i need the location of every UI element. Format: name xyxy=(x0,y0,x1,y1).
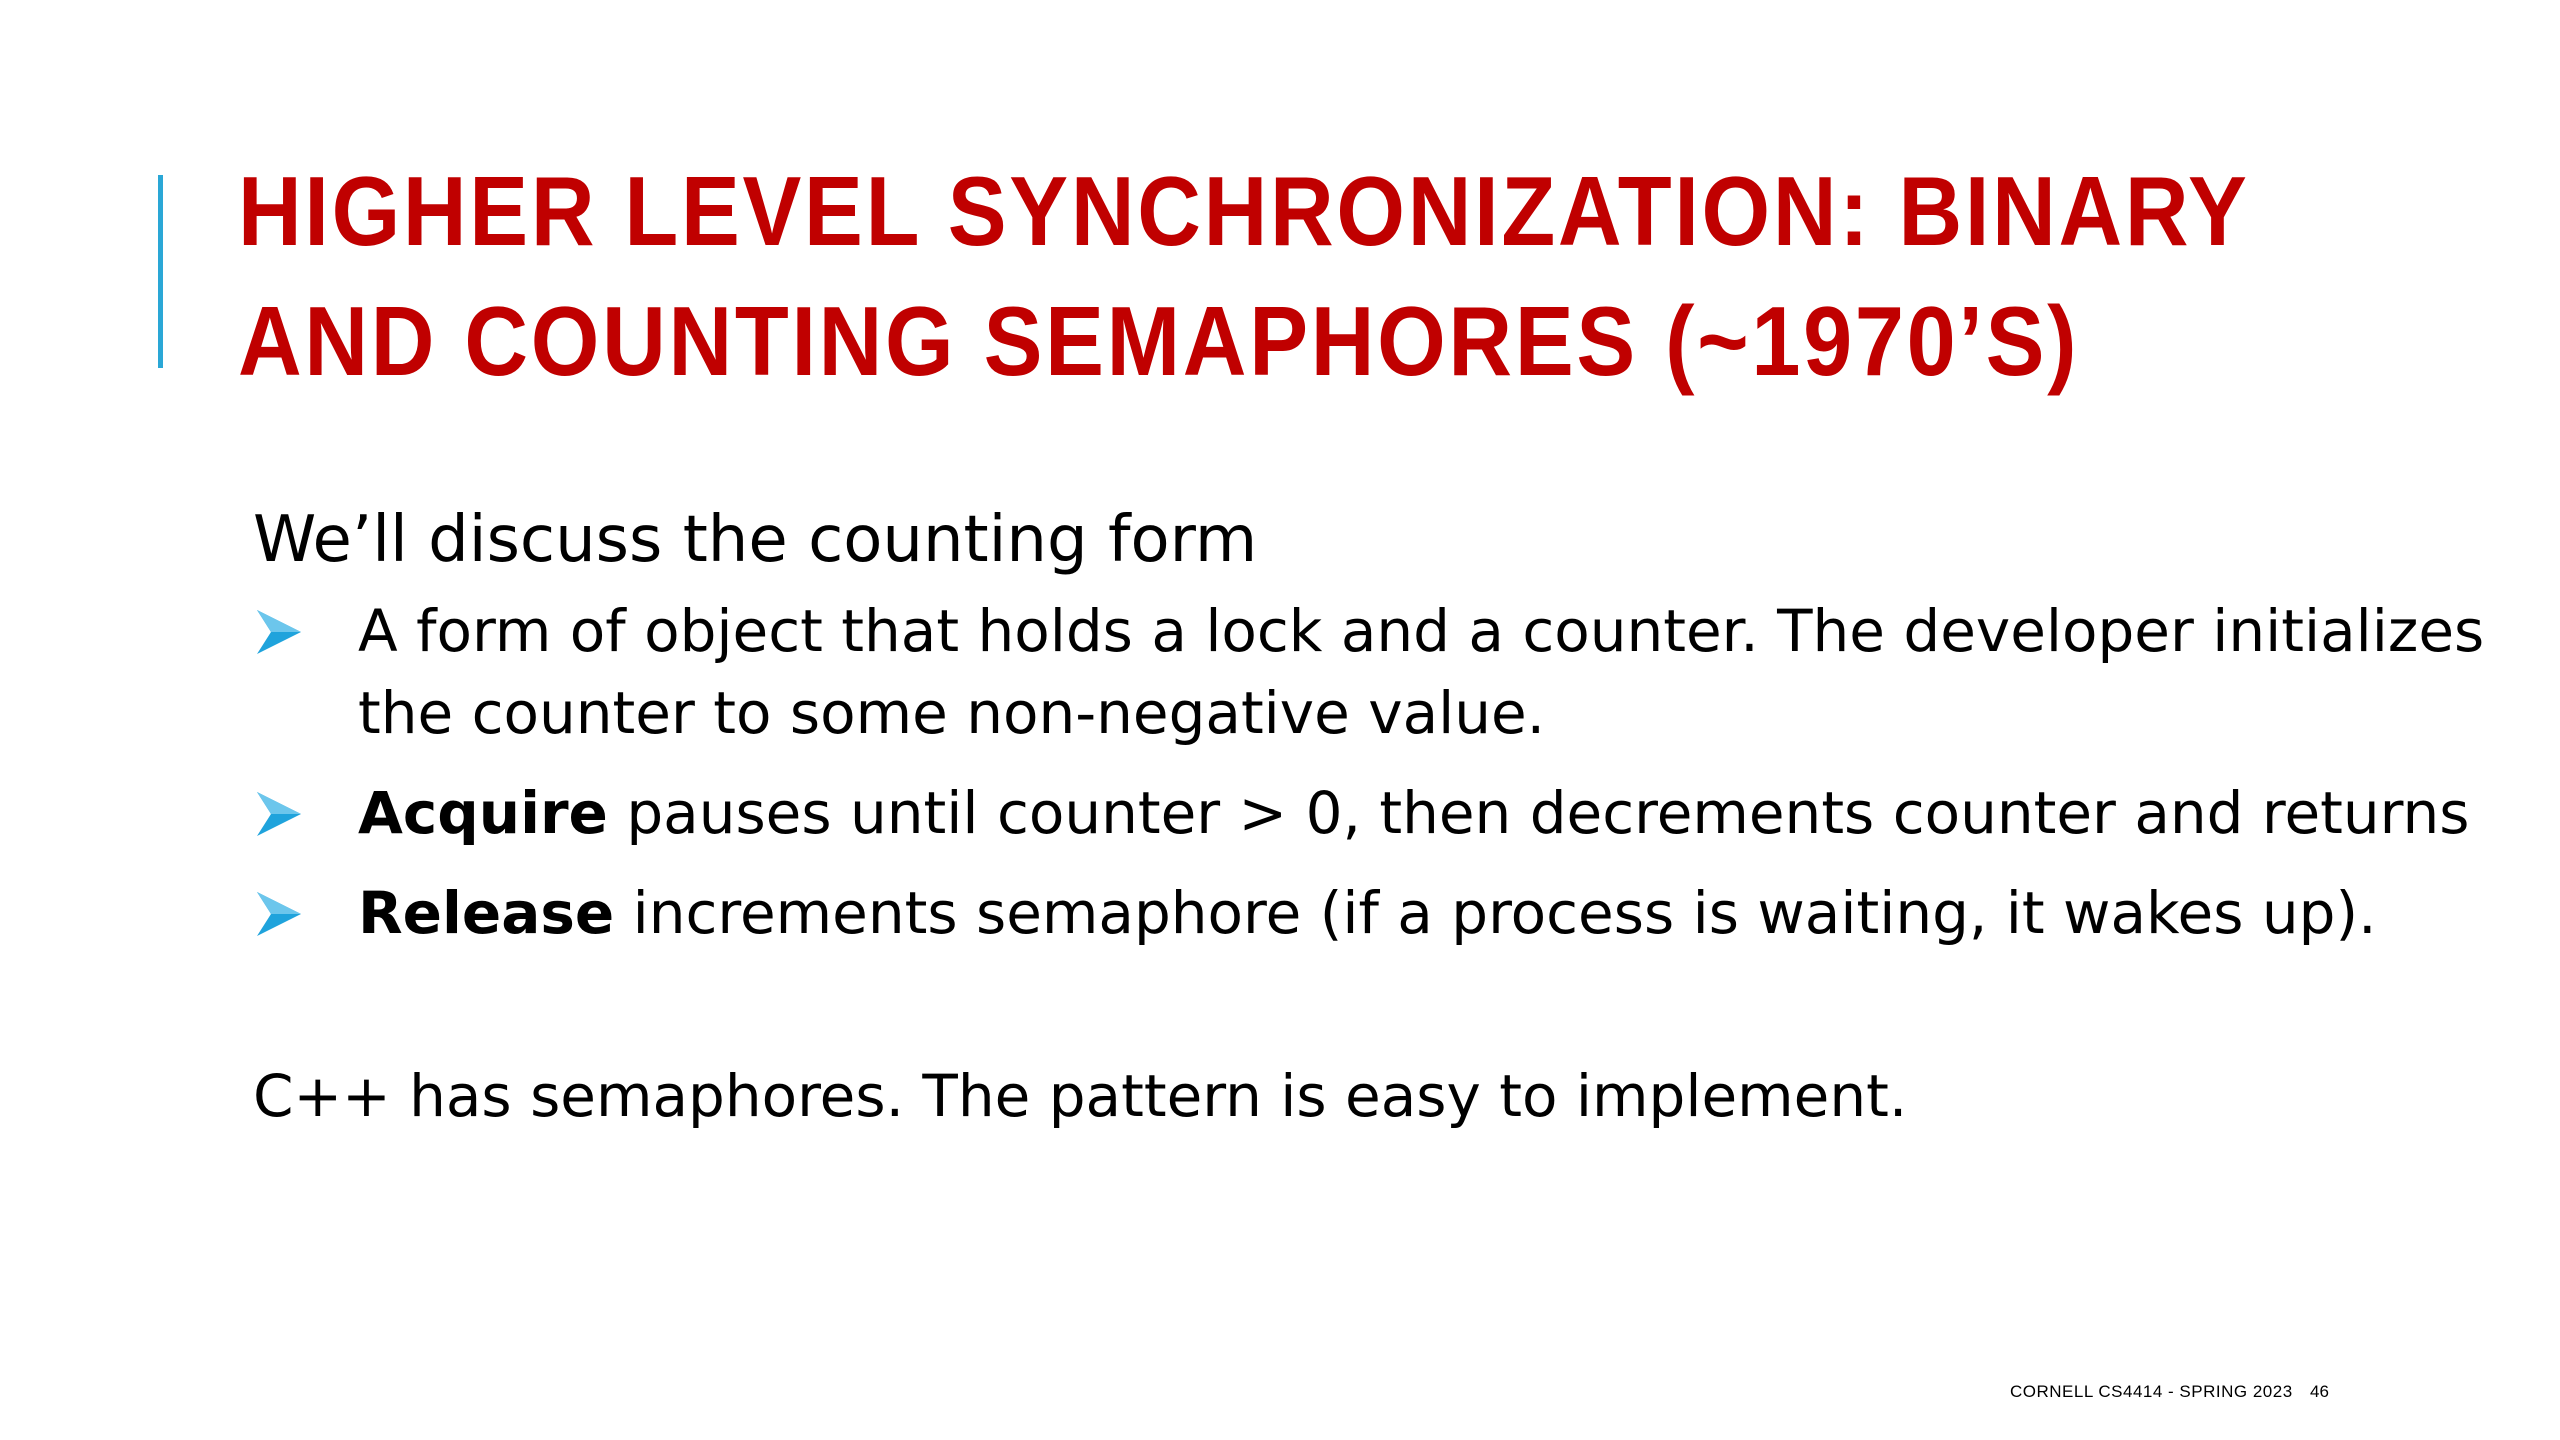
arrowhead-bullet-icon xyxy=(253,888,305,940)
footer-text: CORNELL CS4414 - SPRING 2023 xyxy=(2010,1382,2293,1401)
slide-body xyxy=(253,490,2493,1146)
bullet-text-3: increments semaphore (if a process is waiting, it wakes up). xyxy=(614,879,2377,947)
bullet-term-3: Release xyxy=(358,879,615,947)
slide-title-line-2: AND COUNTING SEMAPHORES (~1970’S) xyxy=(238,286,2080,396)
intro-text: We’ll discuss the counting form xyxy=(253,503,1258,577)
accent-bar xyxy=(158,175,163,368)
slide-title-line-1: HIGHER LEVEL SYNCHRONIZATION: BINARY xyxy=(238,156,2250,266)
bullet-item-3 xyxy=(253,872,2493,954)
page-number: 46 xyxy=(2310,1382,2329,1401)
spacer xyxy=(253,972,2493,1046)
bullet-item-1 xyxy=(253,590,2493,754)
outro-text: C++ has semaphores. The pattern is easy to implement. xyxy=(253,1062,1908,1130)
bullet-list xyxy=(253,590,2493,954)
arrowhead-bullet-icon xyxy=(253,606,305,658)
arrowhead-bullet-icon xyxy=(253,788,305,840)
bullet-text-2: pauses until counter > 0, then decrements counter and returns xyxy=(607,779,2470,847)
bullet-text-1: A form of object that holds a lock and a counter. The developer initializes the counter to some non-negative value. xyxy=(358,597,2485,747)
bullet-item-2 xyxy=(253,772,2493,854)
bullet-term-2: Acquire xyxy=(358,779,608,847)
slide-title xyxy=(238,146,2254,406)
